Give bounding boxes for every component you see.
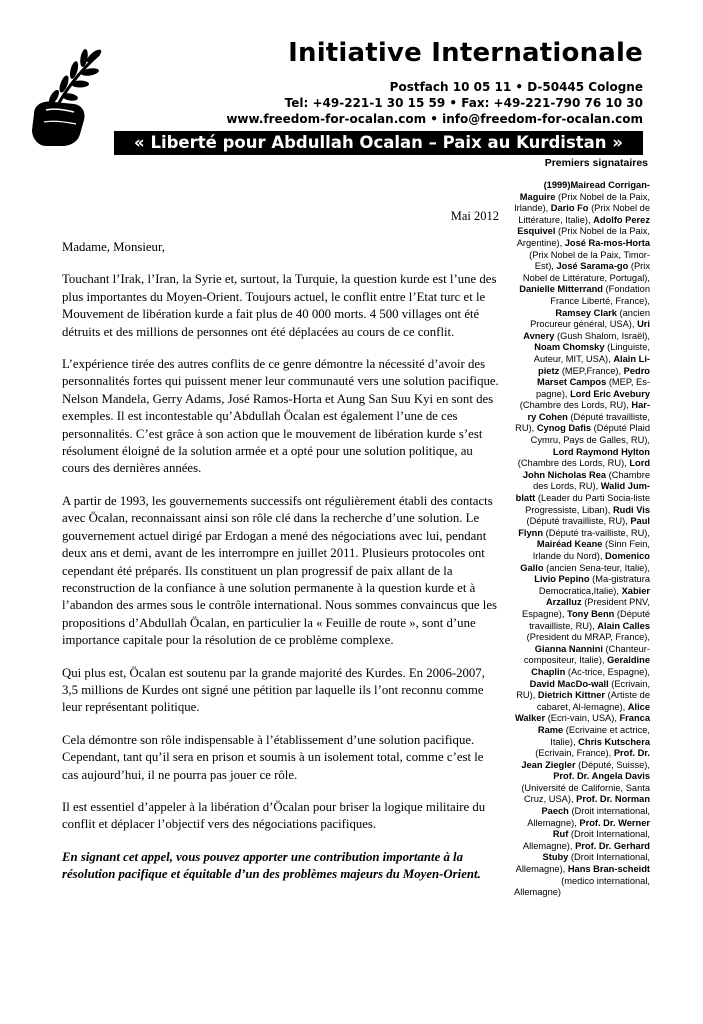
signatory-info: (Ma-gistratura Democratica,Italie),	[538, 574, 650, 596]
signatory-name: Franca Rame	[537, 713, 650, 735]
paragraph: Touchant l’Irak, l’Iran, la Syrie et, surtout, la Turquie, la question kurde est l’une des plus importantes du Moyen-Orient. Toujours actuel, le conflit entre l’Etat turc et le Mouvement de libération kurde a fait plus de 40 000 morts. 4 500 villages ont été détruits et des millions de personnes ont été déplacées au cours de ce conflit.	[62, 272, 497, 339]
signatory-name: Alain Calles	[597, 620, 650, 631]
signatory-info: (Député travailliste, RU),	[529, 608, 650, 631]
signatory-info: (Prix Nobel de la Paix, Argentine),	[516, 226, 650, 248]
signatory-name: Xabier Arzalluz	[545, 585, 650, 608]
signatory-name: Prof. Dr. Norman Paech	[541, 794, 650, 817]
signatory-info: (Ac-trice, Espagne),	[565, 666, 650, 677]
signatory-info: (ancien Sena-teur, Italie),	[543, 562, 650, 573]
signatory-info: (Sinn Fein, Irlande du Nord),	[532, 539, 650, 561]
signatory-name: Prof. Dr. Werner Ruf	[552, 817, 650, 840]
signatory-name: Prof. Dr. Angela Davis	[553, 771, 650, 782]
signatory-name: Prof. Dr. Jean Ziegler	[521, 748, 650, 770]
signatory-name: Adolfo Perez Esquivel	[517, 214, 650, 237]
signatory-info: (Chambre des Lords, RU),	[517, 458, 630, 469]
signatory-name: Geraldine Chaplin	[531, 655, 650, 677]
letter-body	[62, 239, 499, 899]
signatory-info: (Fondation France Liberté, France),	[550, 284, 650, 306]
signatory-name: Mairead Corrigan-Maguire	[519, 180, 650, 202]
signatory-info: (Prix Nobel de Littérature, Portugal),	[522, 261, 650, 283]
signatory-name: Hans Bran-scheidt	[567, 864, 650, 875]
signatory-name: José Sarama-go	[556, 261, 629, 272]
letter-date: Mai 2012	[450, 209, 499, 223]
paragraph: A partir de 1993, les gouvernements successifs ont régulièrement établi des contacts avec Öcalan, reconnaissant ainsi son rôle clé dans la recherche d’une solution. Le gouvernement actuel dirigé par Erdogan a mené des négociations avec lui, pendant deux ans et demi, avant de les interrompre en juillet 2011. Plusieurs protocoles ont cependant été préparés. Ils constituent un plan progressif de paix allant de la reconstruction de la confiance à une solution permanente à la question kurde et à l’abandon des armes sous le contrôle international. Nous sommes convaincus que les propositions d’Abdullah Öcalan, en particulier la « Feuille de route », sont d’une importance capitale pour la résolution de ce problème complexe.	[62, 493, 497, 648]
closing-appeal: En signant cet appel, vous pouvez apporter une contribution importante à la résolution pacifique et équitable d’un des problèmes majeurs du Moyen-Orient.	[62, 849, 481, 882]
signatory-info: (President du MRAP, France),	[526, 632, 650, 643]
signatory-info: (ancien Procureur général, USA),	[530, 307, 650, 330]
signatories-year: (1999)	[543, 180, 571, 190]
signatory-name: Ramsey Clark	[555, 307, 617, 318]
signatory-info: (MEP, Es-pagne),	[535, 377, 650, 399]
signatory-info: (MEP,France),	[559, 365, 624, 376]
signatory-info: (Leader du Parti Socia-liste Progressiste, Liban),	[525, 493, 650, 515]
salutation: Madame, Monsieur,	[62, 240, 165, 254]
signatories-last-line: Allemagne)	[514, 887, 562, 898]
postal-address: Postfach 10 05 11 • D-50445 Cologne	[389, 80, 643, 94]
signatory-info: (Ecrivaine et actrice, Italie),	[550, 724, 650, 747]
signatory-info: (Prix Nobel de la Paix, Timor-Est),	[529, 249, 650, 272]
signatory-name: Uri Avnery	[523, 319, 650, 341]
signatory-name: Gianna Nannini	[534, 643, 603, 654]
signatory-name: Prof. Dr. Gerhard Stuby	[542, 840, 650, 863]
signatory-info: (President PNV, Espagne),	[522, 597, 650, 619]
signatory-name: Livio Pepino	[534, 574, 590, 585]
signatory-info: (Droit international, Allemagne),	[527, 806, 650, 828]
signatory-name: Har-ry Cohen	[527, 400, 650, 422]
signatory-name: Cynog Dafis	[536, 423, 592, 434]
signatory-name: Rudi Vis	[612, 504, 650, 515]
signatory-info: (Droit International, Allemagne),	[522, 829, 650, 851]
signatory-info: (Droit International, Allemagne),	[515, 852, 650, 875]
signatory-name: Alain Li-pietz	[538, 353, 650, 376]
signatory-name: Walid Jum-blatt	[515, 481, 650, 504]
fist-olive-branch-logo	[24, 42, 114, 152]
signatory-name: Alice Walker	[514, 701, 650, 724]
signatory-name: Pedro Marset Campos	[537, 365, 650, 388]
signatory-info: (Ecrivain, France),	[535, 748, 614, 759]
signatory-name: Lord Raymond Hylton	[552, 446, 650, 457]
signatory-name: Danielle Mitterrand	[519, 284, 603, 295]
signatory-info: (Ecrivain, RU),	[516, 678, 650, 701]
signatories-list	[514, 180, 650, 899]
paragraph: L’expérience tirée des autres conflits de ce genre démontre la nécessité d’avoir des personnalités fortes qui puissent mener leur communauté vers une solution pacifique. Nelson Mandela, Gerry Adams, José Ramos-Horta et Aung San Suu Kyi en sont des exemples. Il est incontestable qu’Abdullah Öcalan est également l’une de ces personnalités. C’est grâce à son action que le mouvement de libération kurde s’est résolument éloigné de la solution armée et a opté pour une solution politique, au cours des dernières années.	[62, 357, 499, 476]
signatory-info: (Chambre des Lords, RU),	[519, 400, 632, 411]
signatory-name: Noam Chomsky	[534, 342, 605, 353]
paragraph: Qui plus est, Öcalan est soutenu par la grande majorité des Kurdes. En 2006-2007, 3,5 millions de Kurdes ont signé une pétition par laquelle ils l’ont reconnu comme leur représentant politique.	[62, 665, 485, 715]
signatory-name: Lord John Nicholas Rea	[522, 458, 650, 480]
signatory-name: José Ra-mos-Horta	[564, 237, 650, 248]
signatory-name: Tony Benn	[566, 608, 615, 619]
signatory-info: (Chanteur-compositeur, Italie),	[523, 643, 650, 666]
signatory-name: Lord Eric Avebury	[570, 388, 650, 399]
signatory-info: (medico international,	[561, 875, 650, 886]
paragraph: Il est essentiel d’appeler à la libération d’Öcalan pour briser la logique militaire du conflit et déplacer l’objectif vers des négociations pacifiques.	[62, 799, 486, 832]
signatory-info: (Député tra-vailliste, RU),	[543, 527, 650, 538]
signatories-heading: Premiers signataires	[544, 157, 648, 169]
signatory-info: (Prix Nobel de la Paix, Irlande),	[514, 191, 650, 214]
signatory-name: Domenico Gallo	[520, 551, 650, 573]
signatory-info: (Député Plaid Cymru, Pays de Galles, RU),	[530, 423, 650, 446]
web-email: www.freedom-for-ocalan.com • info@freedom-for-ocalan.com	[226, 112, 643, 126]
signatory-name: Chris Kutschera	[578, 736, 650, 747]
signatory-name: Dietrich Kittner	[537, 690, 606, 701]
signatory-info: (Université de Californie, Santa Cruz, USA),	[521, 782, 650, 805]
signatory-info: (Député, Suisse),	[575, 759, 650, 770]
phone-fax: Tel: +49-221-1 30 15 59 • Fax: +49-221-790 76 10 30	[284, 96, 643, 110]
campaign-banner: « Liberté pour Abdullah Ocalan – Paix au Kurdistan »	[114, 131, 643, 155]
signatory-info: (Artiste de cabaret, Al-lemagne),	[536, 690, 650, 712]
organization-title: Initiative Internationale	[288, 38, 643, 68]
signatory-info: (Député travailliste, RU),	[515, 411, 650, 434]
signatory-info: (Chambre des Lords, RU),	[533, 469, 650, 492]
paragraph: Cela démontre son rôle indispensable à l’établissement d’une solution pacifique. Cependant, tant qu’il sera en prison et soumis à un isolement total, comme c’est le cas aujourd’hui, il ne pourra pas jouer ce rôle.	[62, 732, 484, 782]
signatory-info: (Prix Nobel de Littérature, Italie),	[518, 203, 650, 225]
signatory-name: Paul Flynn	[518, 516, 650, 538]
signatory-info: (Député travailliste, RU),	[526, 516, 631, 527]
signatory-info: (Gush Shalom, Israël),	[554, 330, 650, 341]
signatory-name: Mairéad Keane	[536, 539, 603, 550]
signatory-info: (Ecri-vain, USA),	[545, 713, 620, 724]
signatory-name: David MacDo-wall	[529, 678, 609, 689]
signatory-info: (Linguiste, Auteur, MIT, USA),	[533, 342, 650, 364]
signatory-name: Dario Fo	[550, 203, 589, 214]
